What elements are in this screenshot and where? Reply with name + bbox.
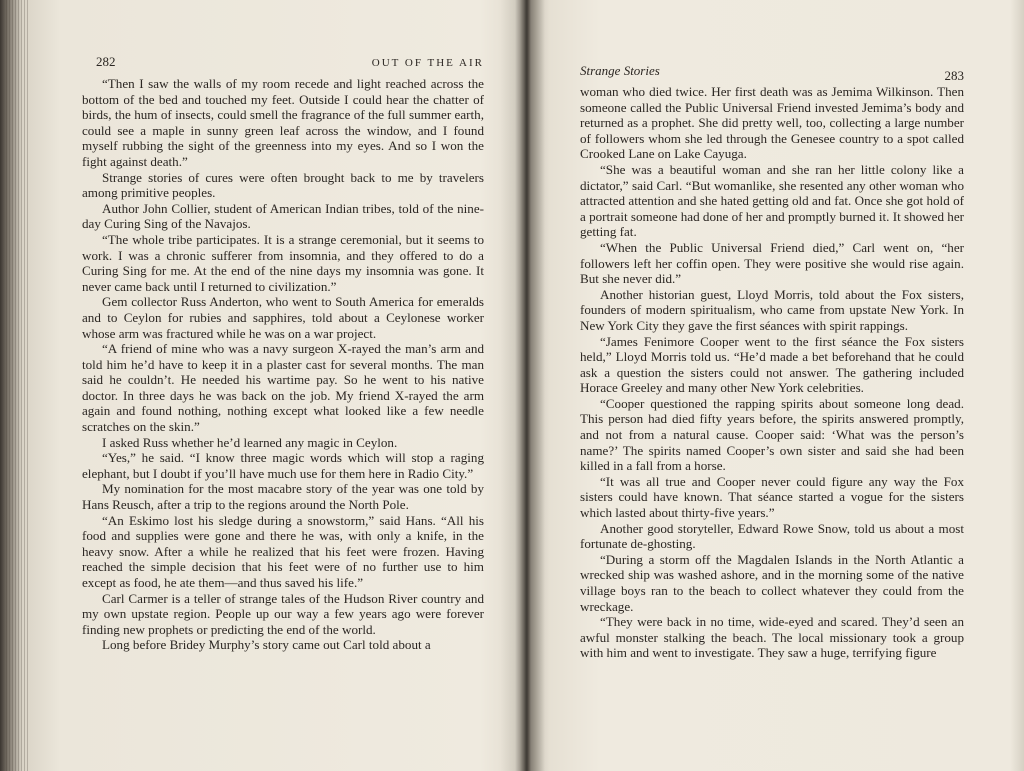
right-body-text (580, 84, 964, 661)
paragraph: Another good storyteller, Edward Rowe Snow, told us about a most fortunate de-ghosting. (580, 520, 964, 552)
paragraph: Another historian guest, Lloyd Morris, told about the Fox sisters, founders of modern spiritualism, who came from upstate New York. In New York City they gave the first séances with spirit rappings. (580, 286, 964, 333)
left-body-text (82, 76, 484, 653)
paragraph: Carl Carmer is a teller of strange tales of the Hudson River country and my own upstate region. People up our way a few years ago were forever finding new prophets or predicting the end of the world. (82, 590, 484, 637)
paragraph: “When the Public Universal Friend died,” Carl went on, “her followers left her coffin open. They were positive she would rise again. But she never did.” (580, 239, 964, 287)
page-edges (6, 0, 28, 771)
paragraph: “During a storm off the Magdalen Islands in the North Atlantic a wrecked ship was washed ashore, and in the morning some of the native village boys ran to the beach to collect whatever they could from the wreckage. (580, 551, 964, 614)
right-page (580, 0, 964, 771)
right-page-number: 283 (944, 68, 964, 83)
paragraph: “Then I saw the walls of my room recede and light reached across the bottom of the bed and touched my feet. Outside I could hear the chatter of birds, the hum of insects, could smell the fragrance of the full summer earth, could see a maple in sunny green leaf across the window, and I found myself rubbing the sight of the greenness into my eyes. And so I won the fight against death.” (82, 76, 484, 169)
left-running-title: OUT OF THE AIR (371, 57, 484, 69)
paragraph: Long before Bridey Murphy’s story came out Carl told about a (102, 637, 431, 653)
paragraph: “The whole tribe participates. It is a strange ceremonial, but it seems to work. I was a chronic sufferer from insomnia, and they offered to do a Curing Sing for me. At the end of the nine days my insomnia was gone. It never came back until I returned to civilization.” (82, 231, 484, 294)
gutter-shadow (500, 0, 550, 771)
paragraph: Strange stories of cures were often brought back to me by travelers among primitive peoples. (82, 169, 484, 201)
paragraph: “She was a beautiful woman and she ran her little colony like a dictator,” said Carl. “But womanlike, she resented any other woman who attracted attention and she hated getting old and fat. Once she got hold of a portrait someone had done of her and promptly burned it. It showed her getting fat. (580, 161, 964, 240)
paragraph: “It was all true and Cooper never could figure any way the Fox sisters could have known. That séance started a vogue for the sisters which lasted about thirty-five years.” (580, 473, 964, 521)
paragraph: “Yes,” he said. “I know three magic words which will stop a raging elephant, but I doubt if you’ll have much use for them here in Radio City.” (82, 450, 484, 481)
paragraph: woman who died twice. Her first death was as Jemima Wilkinson. Then someone called the Public Universal Friend invested Jemima’s body and returned as a prophet. She did pretty well, too, collecting a large number of followers whom she led through the Genesee country to a spot called Crooked Lane on Lake Cayuga. (580, 84, 964, 162)
paragraph: Gem collector Russ Anderton, who went to South America for emeralds and to Ceylon for rubies and sapphires, told about a Ceylonese worker whose arm was fractured while he was on a war project. (82, 294, 484, 341)
paragraph: Author John Collier, student of American Indian tribes, told of the nine-day Curing Sing of the Navajos. (82, 200, 484, 232)
paragraph: “A friend of mine who was a navy surgeon X-rayed the man’s arm and told him he’d have to keep it in a plaster cast for several months. The man said he couldn’t. He needed his wartime pay. So he went to his native doctor. In three days he was back on the job. My friend X-rayed the arm again and found nothing, nothing except what looked like a few needle scratches on the skin.” (82, 341, 484, 435)
paragraph: I asked Russ whether he’d learned any magic in Ceylon. (102, 434, 398, 450)
right-running-title: Strange Stories (580, 63, 660, 78)
left-page (82, 0, 484, 771)
paragraph: “An Eskimo lost his sledge during a snowstorm,” said Hans. “All his food and supplies were gone and there he was, with only a knife, in the heavy snow. After a while he realized that his feet were frozen. Having reached the simple decision that his feet were of no further use to him except as food, he ate them—and thus saved his life.” (82, 512, 484, 590)
paragraph: My nomination for the most macabre story of the year was one told by Hans Reusch, after a trip to the regions around the North Pole. (82, 481, 484, 513)
paragraph: “Cooper questioned the rapping spirits about someone long dead. This person had died fifty years before, the spirits answered promptly, and not from a natural cause. Cooper said: ‘What was the person’s name?’ The spirits named Cooper’s own sister and said she had been killed in a fall from a horse. (580, 395, 964, 474)
left-page-number: 282 (96, 54, 116, 69)
paragraph: “They were back in no time, wide-eyed and scared. They’d seen an awful monster stalking the beach. The local missionary took a group with him and went to investigate. They saw a huge, terrifying figure (580, 614, 964, 661)
paragraph: “James Fenimore Cooper went to the first séance the Fox sisters held,” Lloyd Morris told us. “He’d made a bet beforehand that he could ask a question the sisters could not answer. The gathering included Horace Greeley and many other New York celebrities. (580, 333, 964, 396)
